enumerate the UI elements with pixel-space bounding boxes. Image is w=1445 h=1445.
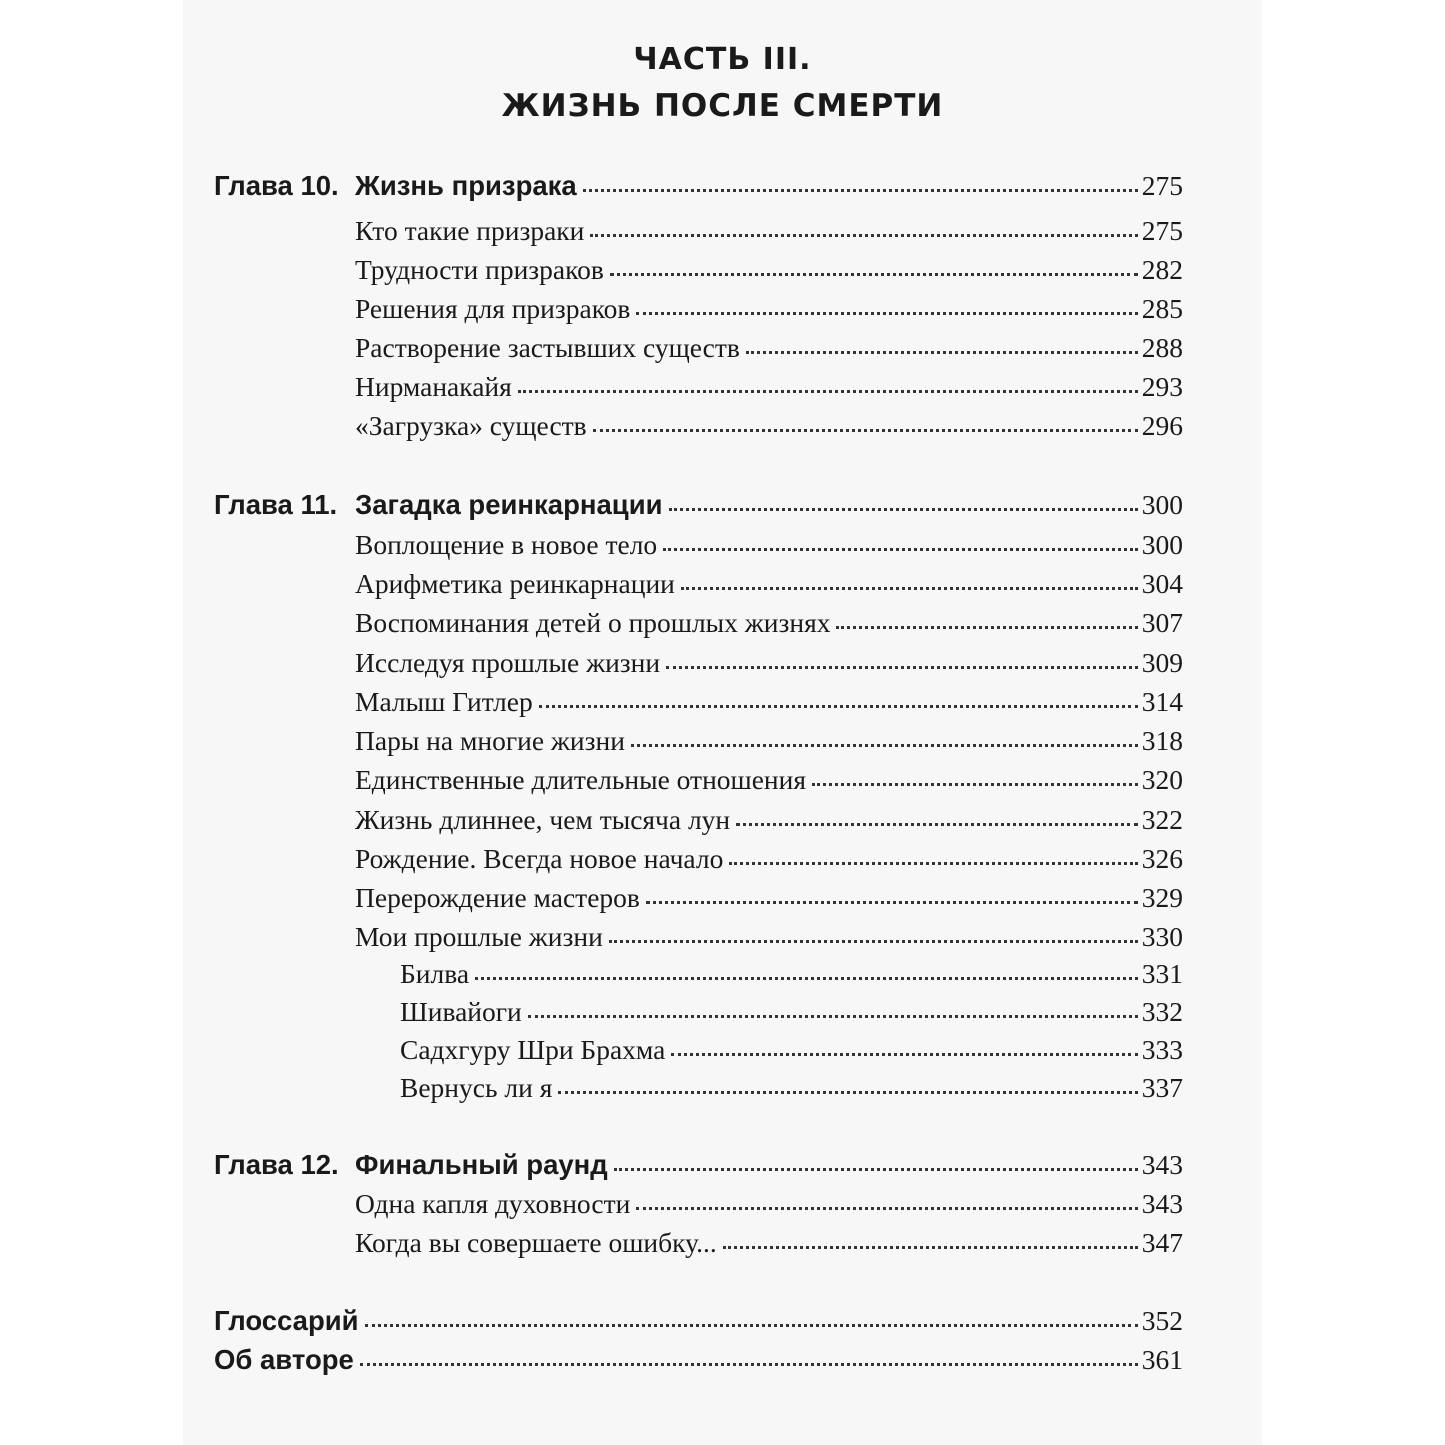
dot-leader — [636, 308, 1137, 315]
dot-leader — [518, 386, 1138, 393]
page-number: 361 — [1141, 1344, 1183, 1375]
chapter-title: Об авторе — [214, 1344, 354, 1375]
section-title: Воплощение в новое тело — [355, 529, 658, 560]
dot-leader — [610, 269, 1138, 276]
page-number: 331 — [1141, 958, 1183, 989]
toc-entry-row — [355, 919, 1183, 955]
toc-entry-row — [355, 880, 1183, 916]
toc-entry-row — [355, 645, 1183, 681]
toc-chapter-row — [214, 168, 1183, 204]
section-title: Пары на многие жизни — [355, 725, 625, 756]
section-title: Растворение застывших существ — [355, 332, 740, 363]
toc-entry-row — [355, 213, 1183, 249]
dot-leader — [666, 662, 1138, 669]
section-title: Нирманакайя — [355, 371, 512, 402]
section-title: Исследуя прошлые жизни — [355, 647, 661, 678]
chapter-title: Финальный раунд — [355, 1149, 608, 1180]
dot-leader — [593, 425, 1138, 432]
page-number: 309 — [1141, 647, 1183, 678]
section-title: Жизнь длиннее, чем тысяча лун — [355, 804, 731, 835]
chapter-number: Глава 11. — [214, 489, 338, 520]
toc-entry-row — [400, 956, 1183, 992]
toc-entry-row — [355, 330, 1183, 366]
dot-leader — [365, 1320, 1138, 1327]
dot-leader — [631, 740, 1138, 747]
dot-leader — [746, 347, 1138, 354]
dot-leader — [614, 1164, 1138, 1171]
page-number: 307 — [1141, 607, 1183, 638]
toc-entry-row — [355, 605, 1183, 641]
page-number: 343 — [1141, 1149, 1183, 1180]
page-number: 275 — [1141, 170, 1183, 201]
dot-leader — [583, 185, 1138, 192]
page-number: 330 — [1141, 921, 1183, 952]
dot-leader — [636, 1203, 1137, 1210]
dot-leader — [558, 1087, 1137, 1094]
toc-entry-row — [355, 802, 1183, 838]
toc-entry-row — [355, 252, 1183, 288]
chapter-number: Глава 10. — [214, 170, 339, 201]
page-number: 318 — [1141, 725, 1183, 756]
section-title: «Загрузка» существ — [355, 410, 587, 441]
dot-leader — [681, 583, 1138, 590]
section-title: Воспоминания детей о прошлых жизнях — [355, 607, 831, 638]
section-title: Перерождение мастеров — [355, 882, 640, 913]
chapter-title: Жизнь призрака — [355, 170, 577, 201]
page-number: 320 — [1141, 764, 1183, 795]
toc-entry-row — [400, 1032, 1183, 1068]
page-number: 322 — [1141, 804, 1183, 835]
chapter-title: Глоссарий — [214, 1305, 359, 1336]
toc-entry-row — [355, 684, 1183, 720]
toc-entry-row — [355, 408, 1183, 444]
part-number: ЧАСТЬ III. — [633, 42, 812, 77]
dot-leader — [360, 1359, 1138, 1366]
toc-chapter-row — [214, 1147, 1183, 1183]
section-title: Единственные длительные отношения — [355, 764, 806, 795]
page-number: 337 — [1141, 1072, 1183, 1103]
dot-leader — [669, 504, 1138, 511]
part-title: ЖИЗНЬ ПОСЛЕ СМЕРТИ — [501, 88, 944, 124]
dot-leader — [539, 701, 1138, 708]
section-title: Рождение. Всегда новое начало — [355, 843, 724, 874]
section-title: Мои прошлые жизни — [355, 921, 603, 952]
page-number: 347 — [1141, 1227, 1183, 1258]
dot-leader — [609, 936, 1138, 943]
section-title: Билва — [400, 958, 470, 989]
page-number: 300 — [1141, 529, 1183, 560]
page-number: 282 — [1141, 254, 1183, 285]
chapter-title: Загадка реинкарнации — [355, 489, 663, 520]
toc-chapter-row — [214, 1303, 1183, 1339]
section-title: Садхгуру Шри Брахма — [400, 1034, 666, 1065]
page-number: 352 — [1141, 1305, 1183, 1336]
page-number: 343 — [1141, 1188, 1183, 1219]
page-number: 285 — [1141, 293, 1183, 324]
toc-entry-row — [355, 566, 1183, 602]
section-title: Арифметика реинкарнации — [355, 568, 675, 599]
section-title: Решения для призраков — [355, 293, 631, 324]
toc-entry-row — [355, 762, 1183, 798]
page-number: 288 — [1141, 332, 1183, 363]
page-number: 275 — [1141, 215, 1183, 246]
dot-leader — [836, 622, 1137, 629]
section-title: Кто такие призраки — [355, 215, 585, 246]
page-number: 329 — [1141, 882, 1183, 913]
page-number: 332 — [1141, 996, 1183, 1027]
dot-leader — [475, 973, 1138, 980]
page-number: 326 — [1141, 843, 1183, 874]
chapter-number: Глава 12. — [214, 1149, 339, 1180]
section-title: Трудности призраков — [355, 254, 604, 285]
toc-entry-row — [355, 369, 1183, 405]
section-title: Малыш Гитлер — [355, 686, 533, 717]
toc-entry-row — [355, 1225, 1183, 1261]
toc-entry-row — [355, 841, 1183, 877]
page-number: 314 — [1141, 686, 1183, 717]
dot-leader — [736, 819, 1138, 826]
page-number: 333 — [1141, 1034, 1183, 1065]
dot-leader — [528, 1011, 1138, 1018]
page-number: 296 — [1141, 410, 1183, 441]
toc-entry-row — [400, 1070, 1183, 1106]
toc-entry-row — [355, 1186, 1183, 1222]
dot-leader — [812, 779, 1138, 786]
section-title: Шивайоги — [400, 996, 522, 1027]
dot-leader — [663, 544, 1138, 551]
section-title: Вернусь ли я — [400, 1072, 553, 1103]
toc-entry-row — [355, 527, 1183, 563]
dot-leader — [671, 1049, 1137, 1056]
dot-leader — [646, 897, 1138, 904]
page-number: 300 — [1141, 489, 1183, 520]
page-number: 304 — [1141, 568, 1183, 599]
page-number: 293 — [1141, 371, 1183, 402]
dot-leader — [729, 858, 1137, 865]
book-page — [183, 0, 1262, 1445]
dot-leader — [723, 1242, 1138, 1249]
toc-chapter-row — [214, 487, 1183, 523]
toc-entry-row — [400, 994, 1183, 1030]
toc-entry-row — [355, 723, 1183, 759]
dot-leader — [590, 230, 1137, 237]
toc-chapter-row — [214, 1342, 1183, 1378]
toc-entry-row — [355, 291, 1183, 327]
section-title: Когда вы совершаете ошибку... — [355, 1227, 717, 1258]
section-title: Одна капля духовности — [355, 1188, 631, 1219]
